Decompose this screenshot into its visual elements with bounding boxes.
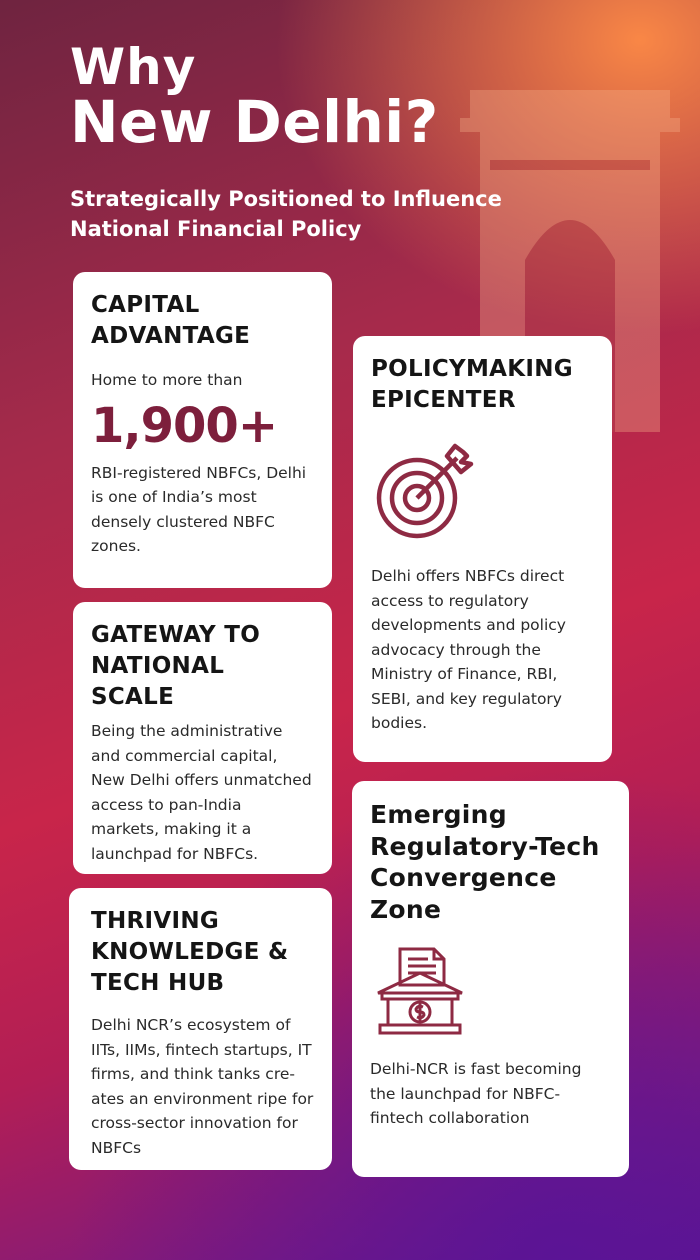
card-title: THRIVING KNOWLEDGE & TECH HUB bbox=[91, 908, 289, 996]
card-title: POLICYMAKING EPICENTER bbox=[371, 356, 573, 413]
target-icon bbox=[375, 442, 475, 542]
page-subtitle: Strategically Positioned to Influence National Financial Policy bbox=[70, 187, 502, 241]
card-body: Delhi offers NBFCs direct access to regulatory developments and policy advocacy through the Ministry of Finance, RBI, SEBI, and key regulatory bodies. bbox=[371, 567, 566, 732]
card-body: RBI-registered NBFCs, Delhi is one of India’s most densely clustered NBFC zones. bbox=[91, 463, 307, 555]
regtech-convergence-card bbox=[352, 781, 629, 1177]
policymaking-epicenter-card bbox=[353, 336, 612, 762]
card-body: Delhi-NCR is fast becoming the launchpad for NBFC-fintech collaboration bbox=[370, 1060, 582, 1127]
bank-document-icon bbox=[374, 945, 466, 1037]
headline-line-2: New Delhi? bbox=[70, 88, 439, 156]
card-title: Emerging Regulatory-Tech Convergence Zone bbox=[370, 800, 600, 924]
card-title: GATEWAY TO NATIONAL SCALE bbox=[91, 622, 261, 710]
gateway-national-scale-card bbox=[73, 602, 332, 874]
card-body: Being the administrative and commercial capital, New Delhi offers unmatched access to pan-India markets, making it a launchpad for NBFCs. bbox=[91, 722, 312, 863]
capital-advantage-card bbox=[73, 272, 332, 588]
knowledge-tech-hub-card bbox=[69, 888, 332, 1170]
card-intro: Home to more than bbox=[91, 371, 243, 389]
card-title: CAPITAL ADVANTAGE bbox=[91, 292, 251, 349]
page-headline bbox=[70, 38, 439, 156]
card-body: Delhi NCR’s ecosystem of IITs, IIMs, fintech startups, IT firms, and think tanks cre-ates an environment ripe for cross-sector innovation for NBFCs bbox=[91, 1016, 314, 1157]
headline-line-1: Why bbox=[70, 38, 197, 96]
nbfc-count-stat: 1,900+ bbox=[91, 397, 278, 454]
